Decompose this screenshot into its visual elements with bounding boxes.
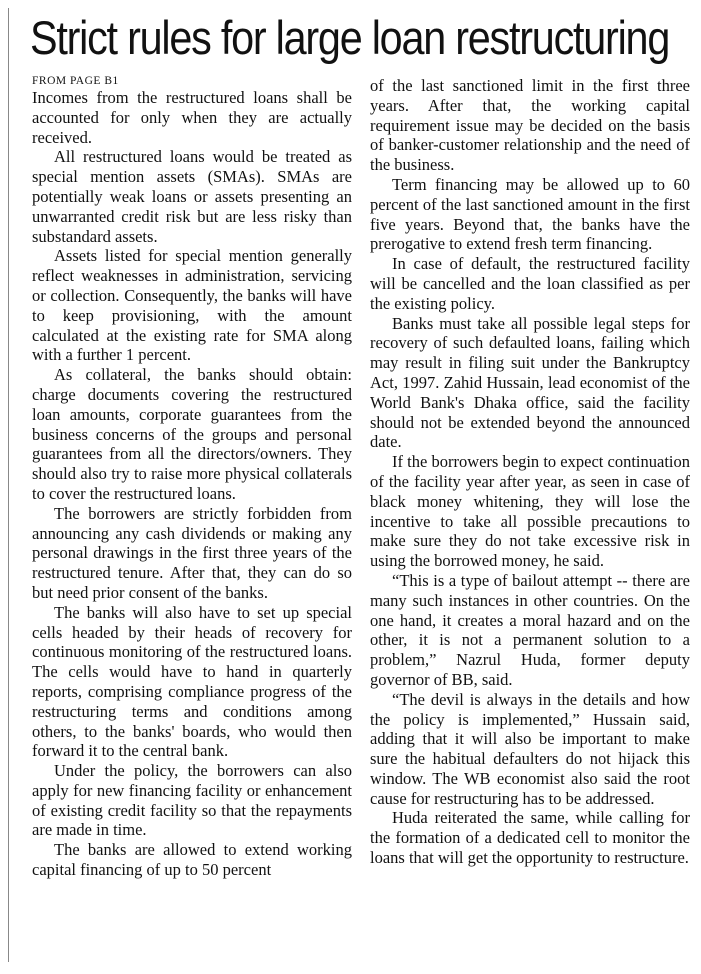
paragraph: As collateral, the banks should obtain: charge documents covering the restructured loan amounts, corporate guarantees from the business concerns of the groups and personal guarantees from all the directors/owners. They should also try to raise more physical collaterals to cover the restructured loans. — [32, 365, 352, 503]
paragraph: In case of default, the restructured facility will be cancelled and the loan classified as per the existing policy. — [370, 254, 690, 313]
paragraph: Under the policy, the borrowers can also apply for new financing facility or enhancement of existing credit facility so that the repayments are made in time. — [32, 761, 352, 840]
paragraph: “This is a type of bailout attempt -- there are many such instances in other countries. On the one hand, it creates a moral hazard and on the other, it is not a permanent solution to a problem,” Nazrul Huda, former deputy governor of BB, said. — [370, 570, 690, 689]
article-column-2 — [370, 76, 690, 868]
headline: Strict rules for large loan restructuring — [30, 11, 670, 64]
paragraph: Huda reiterated the same, while calling for the formation of a dedicated cell to monitor the loans that will get the opportunity to restructure. — [370, 808, 690, 868]
paragraph: Incomes from the restructured loans shall be accounted for only when they are actually received. — [32, 88, 352, 147]
paragraph: Banks must take all possible legal steps for recovery of such defaulted loans, failing which may result in filing suit under the Bankruptcy Act, 1997. Zahid Hussain, lead economist of the World Bank's Dhaka office, said the facility should not be extended beyond the announced date. — [370, 313, 690, 452]
from-page-label: FROM PAGE B1 — [32, 75, 119, 87]
article-column-1 — [32, 74, 352, 880]
paragraph: “The devil is always in the details and how the policy is implemented,” Hussain said, adding that it will also be important to make sure the habitual defaulters do not hijack this window. The WB economist also said the root cause for restructuring has to be addressed. — [370, 689, 690, 808]
paragraph: of the last sanctioned limit in the first three years. After that, the working capital requirement issue may be decided on the basis of banker-customer relationship and the need of the business. — [370, 76, 690, 175]
left-margin-rule — [8, 8, 9, 962]
paragraph: Assets listed for special mention generally reflect weaknesses in administration, servicing or collection. Consequently, the banks will have to keep provisioning, with the amount calculated at the existing rate for SMA along with a further 1 percent. — [32, 246, 352, 365]
paragraph: The banks will also have to set up special cells headed by their heads of recovery for continuous monitoring of the restructured loans. The cells would have to hand in quarterly reports, comprising compliance progress of the restructuring terms and conditions among others, to the banks' boards, who would then forward it to the central bank. — [32, 602, 352, 761]
paragraph: All restructured loans would be treated as special mention assets (SMAs). SMAs are potentially weak loans or assets presenting an unwarranted credit risk but are less risky than substandard assets. — [32, 147, 352, 246]
paragraph: The borrowers are strictly forbidden from announcing any cash dividends or making any personal drawings in the first three years of the restructured tenure. After that, they can do so but need prior consent of the banks. — [32, 503, 352, 602]
paragraph: Term financing may be allowed up to 60 percent of the last sanctioned amount in the first five years. Beyond that, the banks have the prerogative to extend fresh term financing. — [370, 174, 690, 254]
paragraph: The banks are allowed to extend working capital financing of up to 50 percent — [32, 840, 352, 880]
paragraph: If the borrowers begin to expect continuation of the facility year after year, as seen in case of black money whitening, they will lose the incentive to take all possible precautions to make sure they do not take excessive risk in using the borrowed money, he said. — [370, 452, 690, 571]
